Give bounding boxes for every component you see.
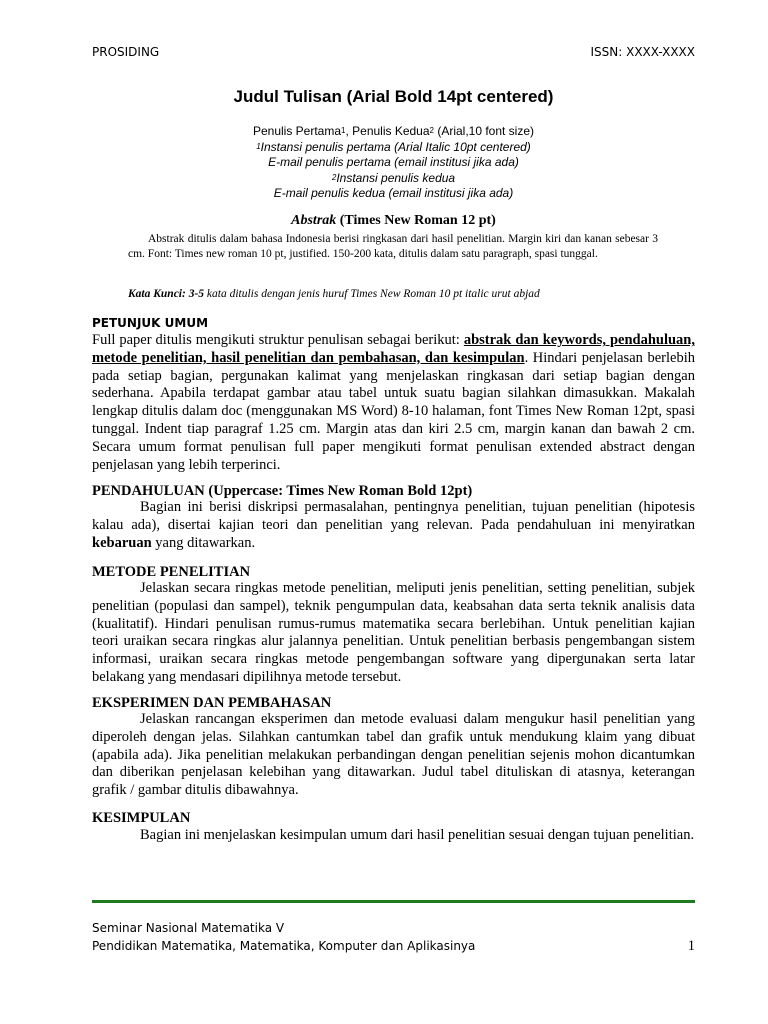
page-number: 1 [687, 938, 695, 954]
paragraph-metode: Jelaskan secara ringkas metode penelitian, meliputi jenis penelitian, setting penelitian, subjek penelitian (populasi dan sampel), teknik pengumpulan data, keabsahan data serta teknik analisis data (kualitatif). Hindari penulisan rumus-rumus matematika secara berlebihan. Untuk penelitian kajian teori uraikan secara ringkas alur jalannya penelitian. Untuk penelitian berbasis pengembangan sistem informasi, uraikan secara ringkas metode pengembangan software yang dipergunakan serta latar belakang yang mendasari dipilihnya metode tersebut. [92, 580, 695, 685]
institution-1-sup: 1 [256, 141, 261, 151]
petunjuk-text-b: . Hindari penjelasan berlebih pada setiap bagian, pergunakan kalimat yang menjelaskan ringkasan dari setiap bagian dengan sederhana. Apabila terdapat gambar atau tabel untuk suatu bagian silahkan dimasukkan. Makalah lengkap ditulis dalam doc (menggunakan MS Word) 8-10 halaman, font Times New Roman 12pt, spasi tunggal. Indent tiap paragraf 1.25 cm. Margin atas dan kiri 2.5 cm, margin kanan dan bawah 2 cm. Secara umum format penulisan full paper mengikuti format penulisan extended abstract dengan penjelasan yang lebih terperinci. [92, 349, 695, 473]
pendahuluan-text-a: Bagian ini berisi diskripsi permasalahan, pentingnya penelitian, tujuan penelitian (hipotesis kalau ada), disertai kajian teori dan penelitian yang relevan. Pada pendahuluan ini menyiratkan [92, 499, 695, 533]
author-1-sup: 1 [341, 126, 346, 135]
abstract-heading [92, 213, 695, 229]
abstract-heading-em: Abstrak [291, 213, 337, 228]
author-names [92, 124, 695, 140]
author-font-note: (Arial,10 font size) [433, 124, 535, 138]
paragraph-kesimpulan: Bagian ini menjelaskan kesimpulan umum dari hasil penelitian sesuai dengan tujuan penelitian. [140, 827, 695, 843]
paper-title: Judul Tulisan (Arial Bold 14pt centered) [233, 87, 554, 106]
institution-1-text: Instansi penulis pertama (Arial Italic 10pt centered) [260, 139, 531, 154]
section-heading-petunjuk: PETUNJUK UMUM [92, 316, 209, 330]
institution-2-text: Instansi penulis kedua [336, 170, 456, 185]
author-1: Penulis Pertama [252, 124, 342, 138]
pendahuluan-text-c: yang ditawarkan. [151, 534, 256, 551]
email-1: E-mail penulis pertama (email institusi jika ada) [268, 155, 519, 169]
petunjuk-text-a: Full paper ditulis mengikuti struktur penulisan sebagai berikut: [92, 332, 464, 348]
petunjuk-underlined-sections: abstrak dan keywords, pendahuluan, metode penelitian, hasil penelitian dan pembahasan, dan kesimpulan [92, 332, 695, 366]
author-block [92, 124, 695, 202]
section-heading-pendahuluan: PENDAHULUAN (Uppercase: Times New Roman Bold 12pt) [92, 483, 473, 499]
page-header [92, 45, 695, 65]
paragraph-eksperimen: Jelaskan rancangan eksperimen dan metode evaluasi dalam mengukur hasil penelitian yang diperoleh dengan jelas. Silahkan cantumkan tabel dan grafik untuk mendukung klaim yang dibuat (apabila ada). Jika penelitian melakukan perbandingan dengan penelitian sejenis mohon dicantumkan dan diberikan penjelasan kelebihan yang ditawarkan. Judul tabel dituliskan di atasnya, keterangan grafik / gambar ditulis dibawahnya. [92, 711, 695, 799]
header-proceeding-label: PROSIDING [92, 45, 160, 59]
author-2: , Penulis Kedua [345, 124, 430, 138]
email-2: E-mail penulis kedua (email institusi jika ada) [273, 186, 514, 200]
paragraph-petunjuk [92, 332, 695, 474]
author-2-sup: 2 [429, 126, 434, 135]
abstract-heading-note: (Times New Roman 12 pt) [336, 213, 496, 228]
institution-1 [92, 140, 695, 156]
page-footer [92, 919, 695, 955]
institution-2-sup: 2 [331, 172, 337, 182]
header-issn: ISSN: XXXX-XXXX [590, 45, 695, 59]
pendahuluan-bold-kebaruan: kebaruan [92, 534, 152, 551]
keywords-label: Kata Kunci: 3-5 [128, 288, 205, 300]
section-heading-eksperimen: EKSPERIMEN DAN PEMBAHASAN [92, 695, 332, 711]
keywords-text: kata ditulis dengan jenis huruf Times New Roman 10 pt italic urut abjad [204, 288, 540, 300]
institution-2 [92, 171, 695, 187]
section-heading-metode: METODE PENELITIAN [92, 564, 251, 580]
footer-rule [92, 900, 695, 903]
footer-seminar-name: Seminar Nasional Matematika V [92, 921, 285, 935]
abstract-body: Abstrak ditulis dalam bahasa Indonesia berisi ringkasan dari hasil penelitian. Margin kiri dan kanan sebesar 3 cm. Font: Times new roman 10 pt, justified. 150-200 kata, ditulis dalam satu paragraph, spasi tunggal. [128, 233, 658, 260]
keywords-line [128, 288, 688, 300]
footer-subtitle: Pendidikan Matematika, Matematika, Komputer dan Aplikasinya [92, 939, 476, 953]
section-heading-kesimpulan: KESIMPULAN [92, 810, 191, 826]
paragraph-pendahuluan [92, 499, 695, 552]
